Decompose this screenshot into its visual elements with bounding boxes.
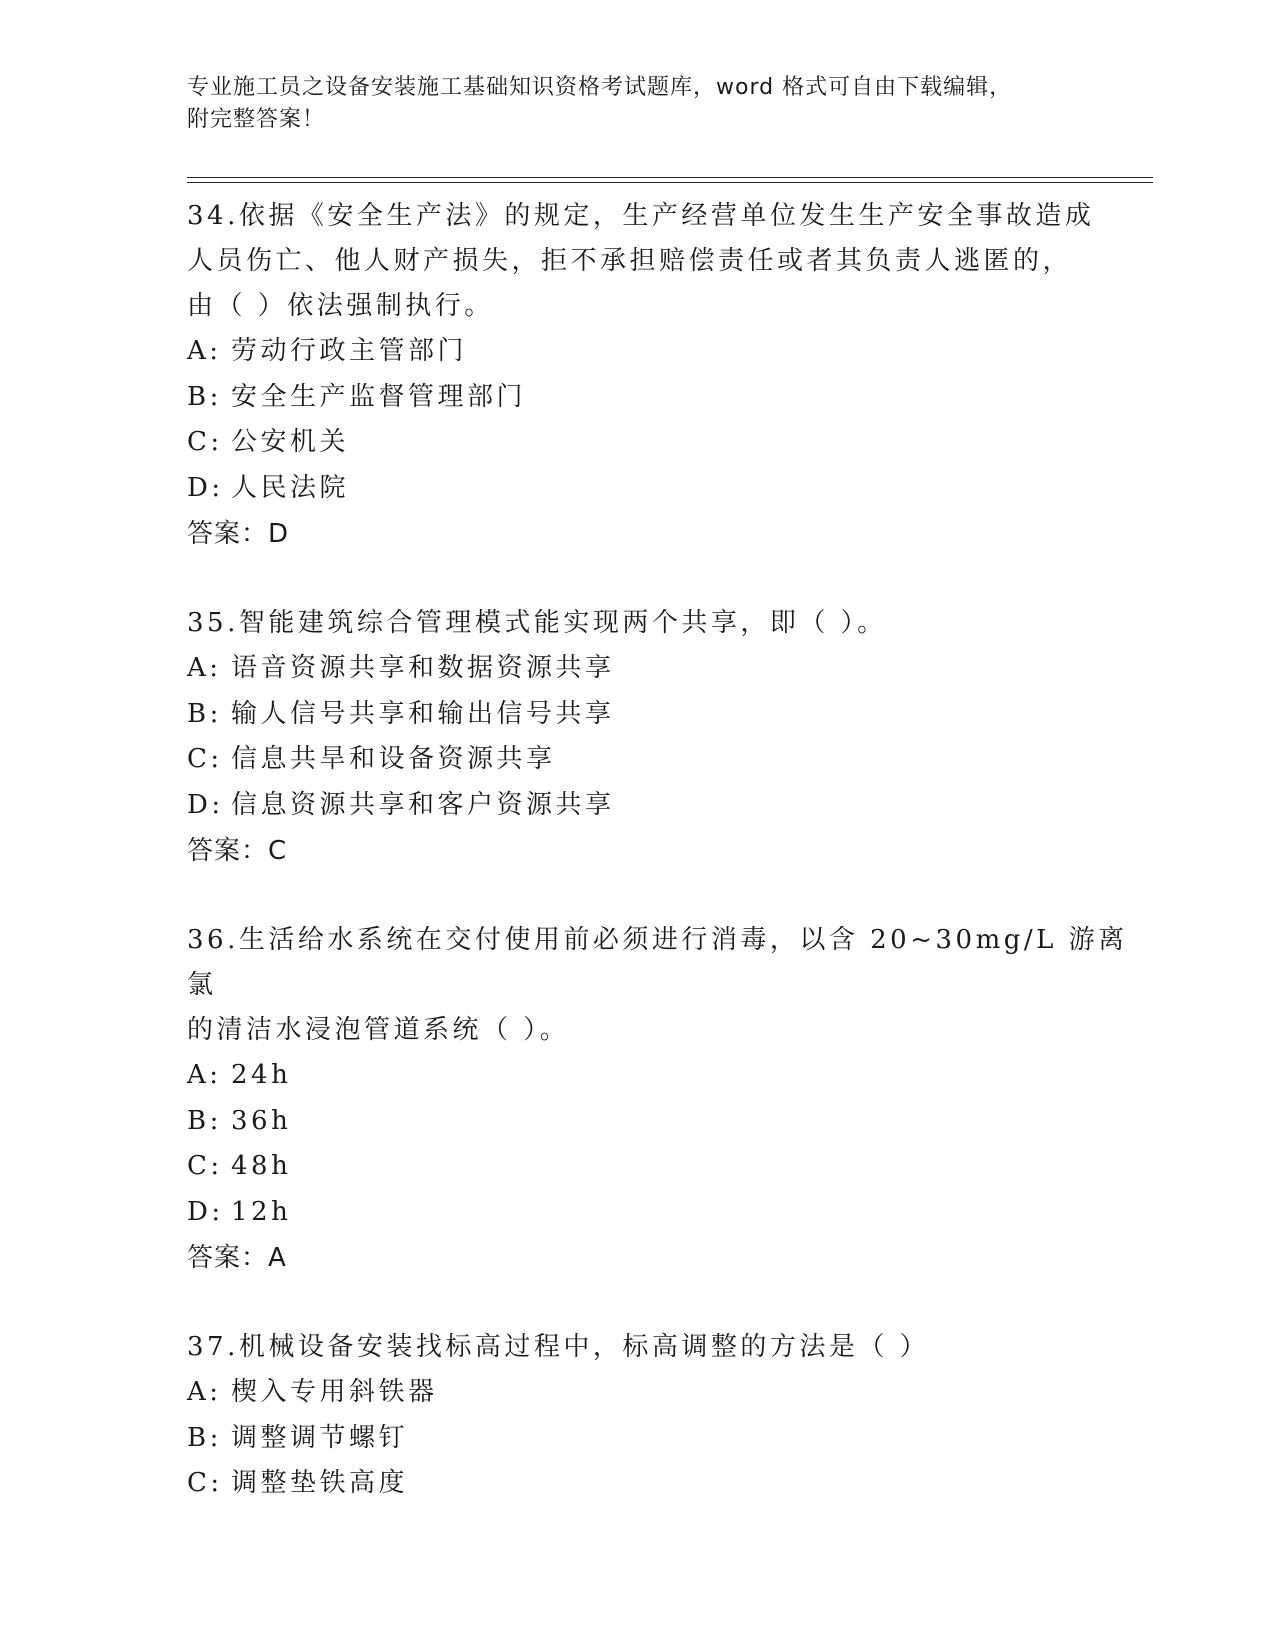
question-stem	[187, 916, 1147, 1053]
option-text: 公安机关	[231, 427, 350, 457]
answer-line: 答案：C	[187, 836, 288, 866]
option-text: 信息资源共享和客户资源共享	[231, 789, 615, 820]
option-letter: A:	[187, 653, 222, 683]
document-header	[187, 72, 1087, 136]
option-d	[187, 466, 1147, 512]
question-stem	[187, 1323, 1147, 1370]
question-list	[187, 192, 1147, 1549]
option-a	[187, 1370, 1147, 1416]
option-c	[187, 420, 1147, 466]
option-letter: A:	[187, 336, 222, 366]
option-b	[187, 1416, 1147, 1462]
stem-line: 34.依据《安全生产法》的规定，生产经营单位发生生产安全事故造成	[187, 201, 1095, 231]
question-stem	[187, 192, 1147, 329]
option-letter: B:	[187, 381, 222, 412]
answer-line: 答案：A	[187, 1243, 287, 1273]
option-text: 语音资源共享和数据资源共享	[231, 653, 615, 683]
question-34	[187, 192, 1147, 557]
header-rule-top	[187, 177, 1153, 178]
stem-line: 37.机械设备安装找标高过程中，标高调整的方法是（ ）	[187, 1332, 930, 1362]
option-letter: B:	[187, 1105, 222, 1136]
option-d	[187, 1190, 1147, 1236]
option-a	[187, 1053, 1147, 1099]
option-b	[187, 375, 1147, 421]
option-letter: B:	[187, 1422, 222, 1453]
option-letter: C:	[187, 1151, 223, 1181]
option-text: 人民法院	[231, 472, 350, 503]
option-d	[187, 783, 1147, 829]
option-a	[187, 329, 1147, 375]
option-letter: D:	[187, 472, 224, 503]
option-text: 36h	[231, 1105, 292, 1136]
option-c	[187, 1144, 1147, 1190]
stem-line: 35.智能建筑综合管理模式能实现两个共享，即（ ）。	[187, 608, 887, 638]
question-37	[187, 1323, 1147, 1507]
option-letter: D:	[187, 1196, 224, 1227]
option-letter: B:	[187, 698, 222, 729]
option-b	[187, 692, 1147, 738]
option-text: 48h	[231, 1151, 292, 1181]
option-text: 24h	[231, 1060, 292, 1090]
option-a	[187, 646, 1147, 692]
stem-line: 由（ ）依法强制执行。	[187, 291, 494, 321]
option-letter: D:	[187, 789, 224, 820]
option-c	[187, 1461, 1147, 1507]
option-letter: C:	[187, 427, 223, 457]
answer-line: 答案：D	[187, 519, 290, 549]
stem-line: 的清洁水浸泡管道系统（ ）。	[187, 1015, 570, 1045]
header-line-2: 附完整答案！	[187, 107, 326, 132]
option-letter: C:	[187, 744, 223, 774]
header-line-1: 专业施工员之设备安装施工基础知识资格考试题库，word 格式可自由下载编辑，	[187, 75, 1013, 100]
option-c	[187, 737, 1147, 783]
option-letter: A:	[187, 1377, 222, 1407]
option-letter: A:	[187, 1060, 222, 1090]
option-text: 调整调节螺钉	[231, 1422, 409, 1453]
stem-line: 人员伤亡、他人财产损失，拒不承担赔偿责任或者其负责人逃匿的，	[187, 246, 1073, 276]
option-text: 安全生产监督管理部门	[231, 381, 527, 412]
option-text: 12h	[231, 1196, 292, 1227]
stem-line: 36.生活给水系统在交付使用前必须进行消毒，以含 20~30mg/L 游离氯	[187, 925, 1128, 1000]
question-36	[187, 916, 1147, 1281]
option-text: 劳动行政主管部门	[231, 336, 468, 366]
option-text: 输人信号共享和输出信号共享	[231, 698, 615, 729]
header-rule-bottom	[187, 182, 1153, 183]
option-b	[187, 1099, 1147, 1145]
option-text: 调整垫铁高度	[231, 1468, 409, 1498]
question-35	[187, 599, 1147, 874]
option-letter: C:	[187, 1468, 223, 1498]
question-stem	[187, 599, 1147, 646]
option-text: 楔入专用斜铁器	[231, 1377, 438, 1407]
option-text: 信息共旱和设备资源共享	[231, 744, 556, 774]
